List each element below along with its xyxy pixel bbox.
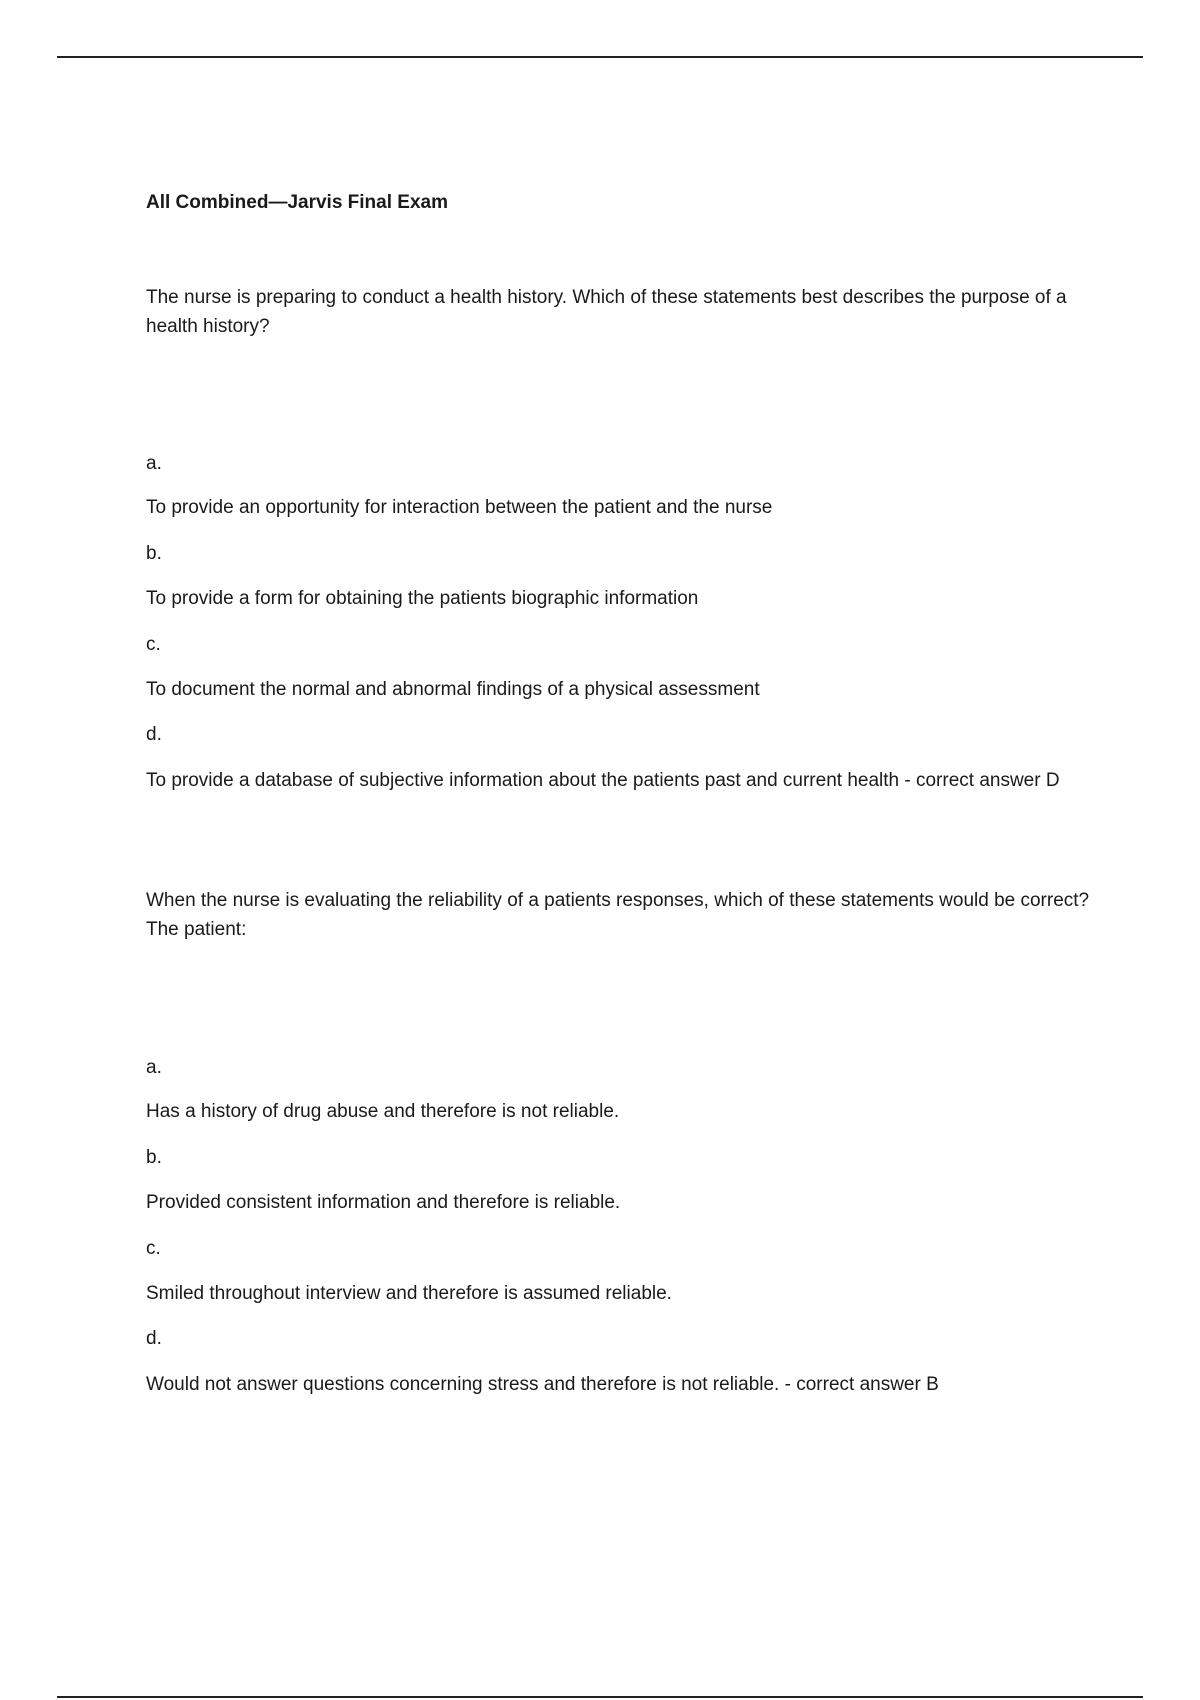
option-letter-a: a. bbox=[146, 453, 162, 474]
option-text-d: To provide a database of subjective information about the patients past and current health - correct answer D bbox=[146, 770, 1060, 791]
question-2 bbox=[146, 886, 1106, 944]
header-rule bbox=[57, 56, 1143, 58]
option-text-b: To provide a form for obtaining the patients biographic information bbox=[146, 588, 699, 609]
document-title: All Combined—Jarvis Final Exam bbox=[146, 192, 448, 213]
option-text-d: Would not answer questions concerning stress and therefore is not reliable. - correct answer B bbox=[146, 1374, 939, 1395]
option-letter-d: d. bbox=[146, 1328, 162, 1349]
question-stem: The nurse is preparing to conduct a health history. Which of these statements best describes the purpose of a health history? bbox=[146, 287, 1067, 337]
option-text-b: Provided consistent information and therefore is reliable. bbox=[146, 1192, 621, 1213]
option-letter-d: d. bbox=[146, 724, 162, 745]
option-letter-b: b. bbox=[146, 1147, 162, 1168]
option-text-a: Has a history of drug abuse and therefore is not reliable. bbox=[146, 1101, 620, 1122]
question-1 bbox=[146, 283, 1106, 341]
option-letter-c: c. bbox=[146, 1238, 161, 1259]
option-text-c: Smiled throughout interview and therefore is assumed reliable. bbox=[146, 1283, 672, 1304]
option-letter-c: c. bbox=[146, 634, 161, 655]
option-letter-a: a. bbox=[146, 1057, 162, 1078]
footer-rule bbox=[57, 1696, 1143, 1698]
option-text-c: To document the normal and abnormal findings of a physical assessment bbox=[146, 679, 760, 700]
question-stem: When the nurse is evaluating the reliability of a patients responses, which of these statements would be correct? The patient: bbox=[146, 890, 1090, 940]
option-letter-b: b. bbox=[146, 543, 162, 564]
option-text-a: To provide an opportunity for interaction between the patient and the nurse bbox=[146, 497, 773, 518]
